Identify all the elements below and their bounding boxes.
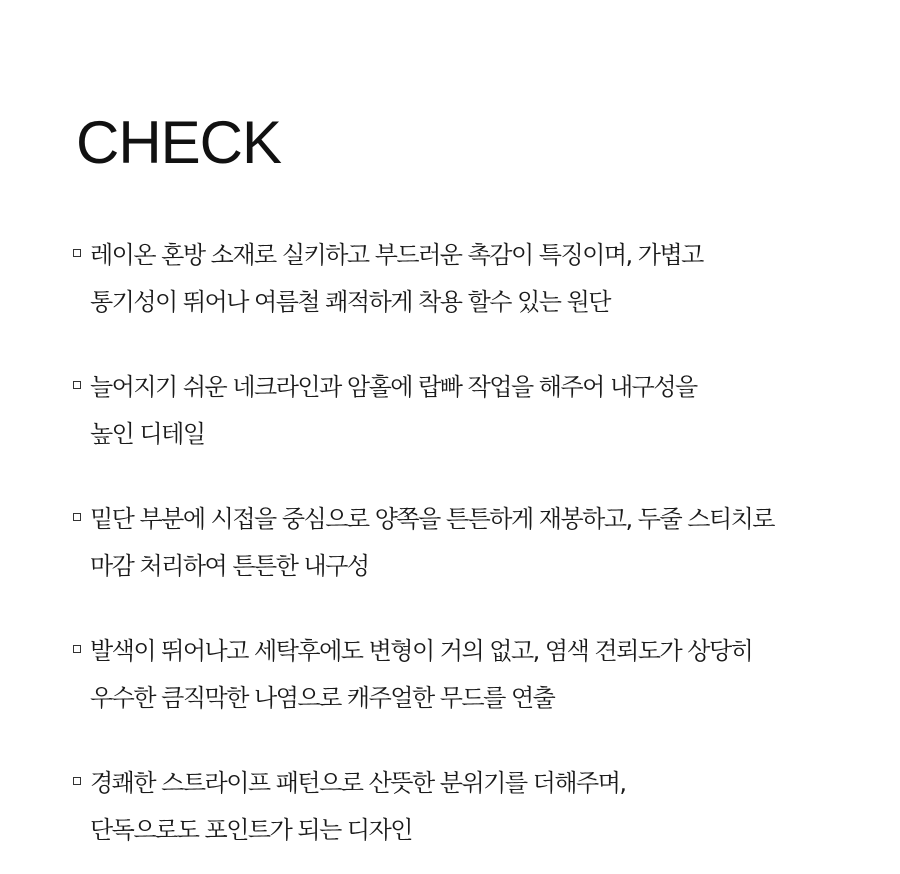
check-list [70, 232, 870, 854]
check-item-hem [70, 496, 870, 590]
check-item-stripe [70, 760, 870, 854]
check-item-fabric [70, 232, 870, 326]
square-bullet-icon [73, 645, 81, 653]
check-item-line: 단독으로도 포인트가 되는 디자인 [90, 816, 412, 844]
check-item-line: 발색이 뛰어나고 세탁후에도 변형이 거의 없고, 염색 견뢰도가 상당히 [90, 637, 753, 665]
check-item-line: 마감 처리하여 튼튼한 내구성 [90, 552, 369, 580]
check-item-line: 높인 디테일 [90, 420, 205, 448]
square-bullet-icon [73, 513, 81, 521]
check-item-neckline [70, 364, 870, 458]
page-title: CHECK [76, 109, 282, 176]
check-item-line: 우수한 큼직막한 나염으로 캐주얼한 무드를 연출 [90, 684, 555, 712]
square-bullet-icon [73, 777, 81, 785]
check-item-line: 밑단 부분에 시접을 중심으로 양쪽을 튼튼하게 재봉하고, 두줄 스티치로 [90, 505, 774, 533]
square-bullet-icon [73, 381, 81, 389]
check-item-print [70, 628, 870, 722]
check-item-line: 늘어지기 쉬운 네크라인과 암홀에 랍빠 작업을 해주어 내구성을 [90, 373, 697, 401]
square-bullet-icon [73, 249, 81, 257]
check-item-line: 레이온 혼방 소재로 실키하고 부드러운 촉감이 특징이며, 가볍고 [90, 241, 703, 269]
check-item-line: 경쾌한 스트라이프 패턴으로 산뜻한 분위기를 더해주며, [90, 769, 626, 797]
check-item-line: 통기성이 뛰어나 여름철 쾌적하게 착용 할수 있는 원단 [90, 288, 610, 316]
